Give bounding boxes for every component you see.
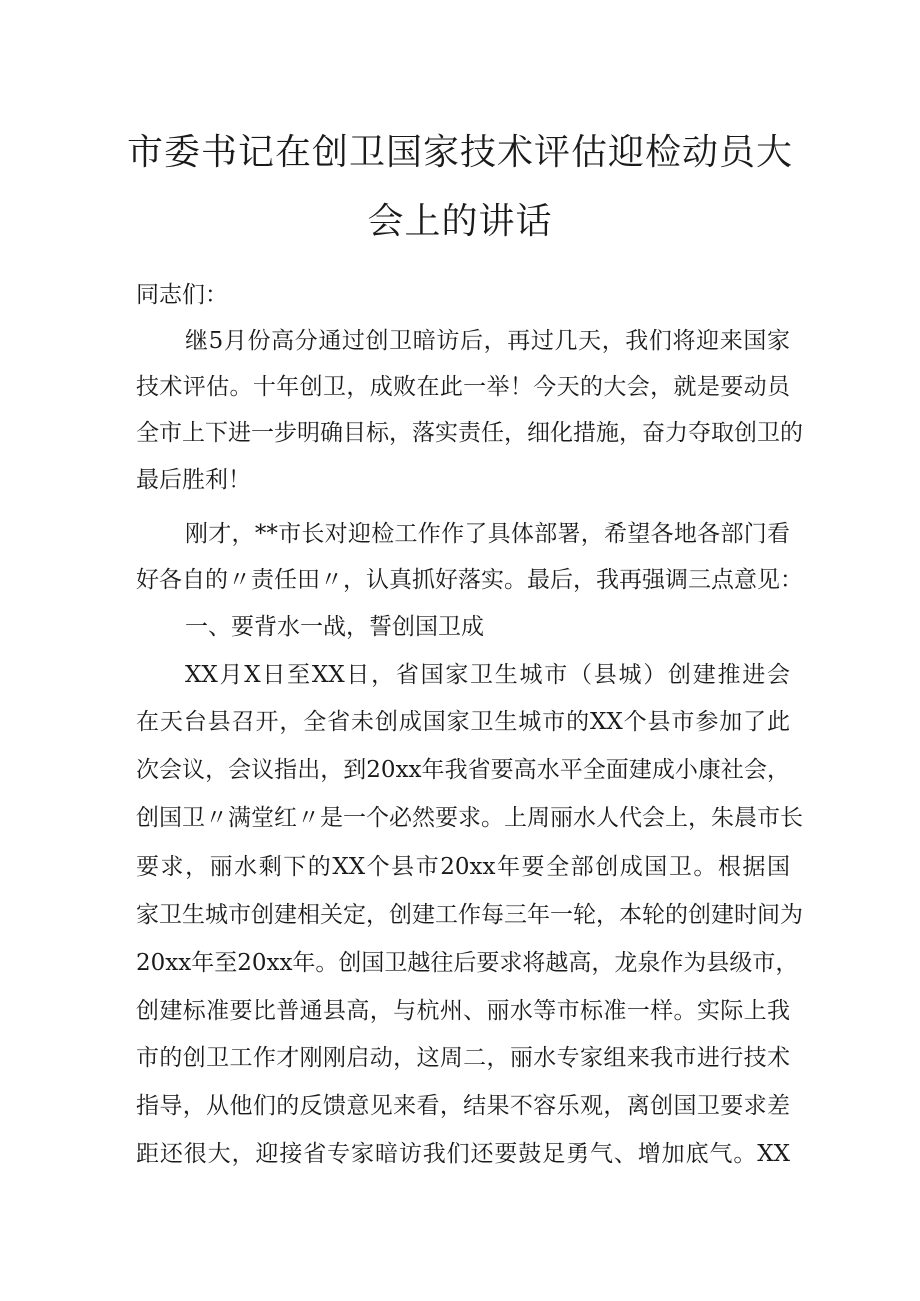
body-line: 继5月份高分通过创卫暗访后，再过几天，我们将迎来国家 [185, 328, 790, 354]
body-line: 最后胜利！ [136, 467, 251, 493]
body-line: 20xx年至20xx年。创国卫越往后要求将越高，龙泉作为县级市， [136, 950, 799, 976]
body-line: 好各自的〃责任田〃，认真抓好落实。最后，我再强调三点意见： [136, 567, 803, 593]
body-line: 全市上下进一步明确目标，落实责任，细化措施，奋力夺取创卫的 [136, 420, 803, 446]
body-line: 距还很大，迎接省专家暗访我们还要鼓足勇气、增加底气。XX [136, 1141, 790, 1167]
body-line: 刚才，**市长对迎检工作作了具体部署，希望各地各部门看 [185, 521, 790, 547]
section-heading-1: 一、要背水一战，誓创国卫成 [185, 614, 484, 640]
body-line: 在天台县召开，全省未创成国家卫生城市的XX个县市参加了此 [136, 709, 790, 735]
document-title-line-2: 会上的讲话 [367, 201, 553, 242]
body-line: 指导，从他们的反馈意见来看，结果不容乐观，离创国卫要求差 [136, 1093, 790, 1119]
document-title-line-1: 市委书记在创卫国家技术评估迎检动员大 [126, 132, 793, 173]
body-line: 技术评估。十年创卫，成败在此一举！今天的大会，就是要动员 [136, 374, 790, 400]
body-line: 创建标准要比普通县高，与杭州、丽水等市标准一样。实际上我 [136, 998, 790, 1024]
body-line: 次会议，会议指出，到20xx年我省要高水平全面建成小康社会， [136, 757, 790, 783]
body-line: XX月X日至XX日，省国家卫生城市（县城）创建推进会 [185, 662, 790, 688]
body-line: 市的创卫工作才刚刚启动，这周二，丽水专家组来我市进行技术 [136, 1045, 790, 1071]
body-line: 创国卫〃满堂红〃是一个必然要求。上周丽水人代会上，朱晨市长 [136, 805, 803, 831]
body-line: 家卫生城市创建相关定，创建工作每三年一轮，本轮的创建时间为 [136, 902, 803, 928]
body-line: 要求，丽水剩下的XX个县市20xx年要全部创成国卫。根据国 [136, 854, 790, 880]
salutation: 同志们： [136, 282, 228, 308]
